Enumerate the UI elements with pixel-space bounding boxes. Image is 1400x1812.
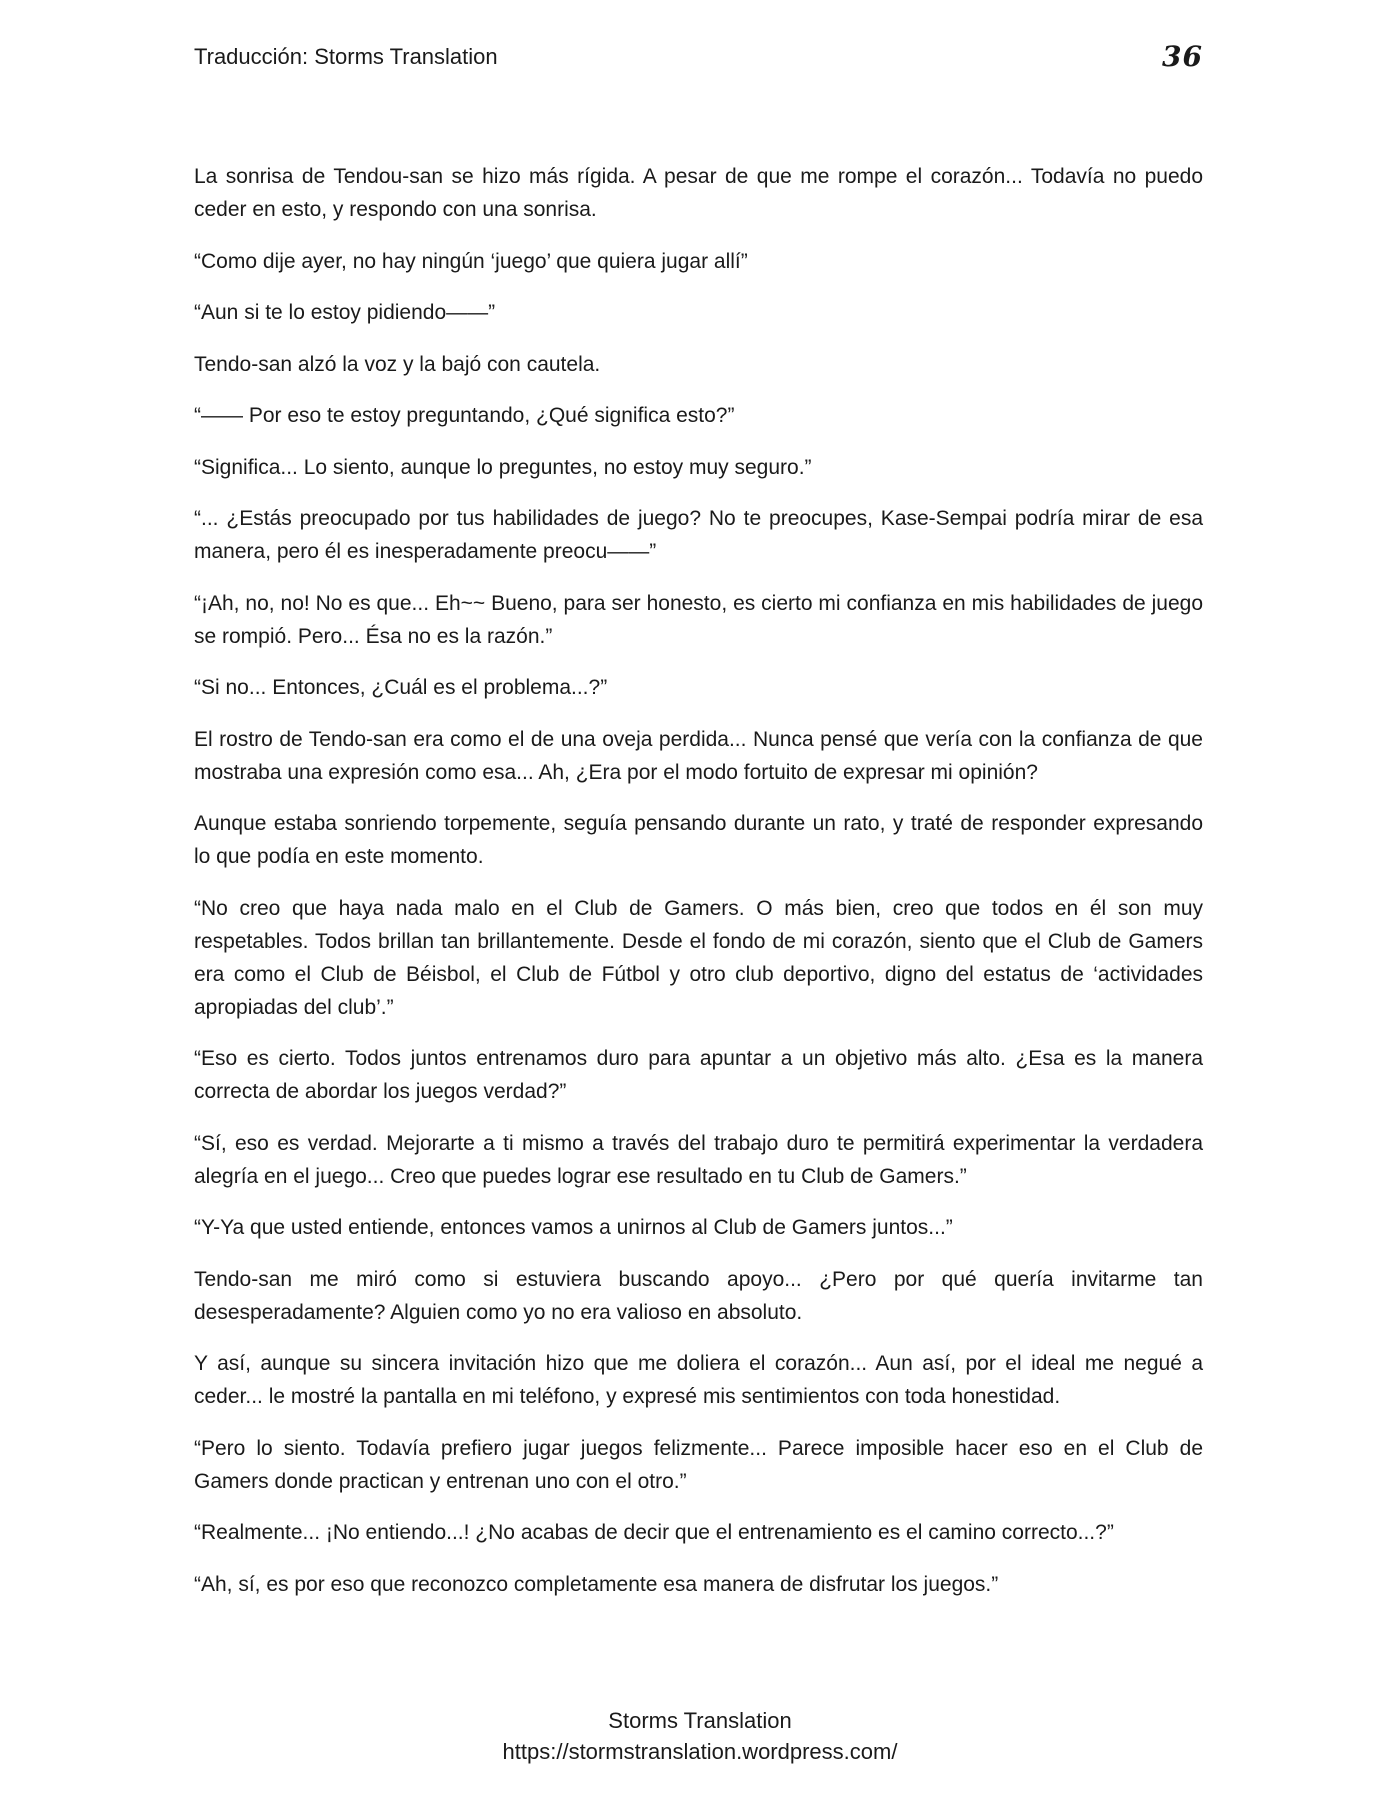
paragraph: “Si no... Entonces, ¿Cuál es el problema...?” <box>194 676 608 699</box>
paragraph: “—— Por eso te estoy preguntando, ¿Qué significa esto?” <box>194 404 735 427</box>
paragraph: “Significa... Lo siento, aunque lo preguntes, no estoy muy seguro.” <box>194 455 812 479</box>
paragraph: “Realmente... ¡No entiendo...! ¿No acabas de decir que el entrenamiento es el camino correcto...?” <box>194 1521 1114 1544</box>
paragraph: Aunque estaba sonriendo torpemente, seguía pensando durante un rato, y traté de responder expresando lo que podía en este momento. <box>194 812 1203 868</box>
header-title: Traducción: Storms Translation <box>194 44 498 69</box>
page-number: 36 <box>1162 40 1203 73</box>
paragraph: Y así, aunque su sincera invitación hizo que me doliera el corazón... Aun así, por el ideal me negué a ceder... le mostré la pantalla en mi teléfono, y expresé mis sentimientos con toda honestidad. <box>194 1352 1203 1408</box>
paragraph: “Ah, sí, es por eso que reconozco completamente esa manera de disfrutar los juegos.” <box>194 1572 999 1596</box>
paragraph: “Sí, eso es verdad. Mejorarte a ti mismo a través del trabajo duro te permitirá experimentar la verdadera alegría en el juego... Creo que puedes lograr ese resultado en tu Club de Gamers.” <box>194 1131 1203 1188</box>
footer-name: Storms Translation <box>608 1708 792 1733</box>
paragraph: Tendo-san me miró como si estuviera buscando apoyo... ¿Pero por qué quería invitarme tan desesperadamente? Alguien como yo no era valioso en absoluto. <box>194 1267 1203 1324</box>
paragraph: “Pero lo siento. Todavía prefiero jugar juegos felizmente... Parece imposible hacer eso en el Club de Gamers donde practican y entrenan uno con el otro.” <box>194 1436 1203 1493</box>
paragraph: “Y-Ya que usted entiende, entonces vamos a unirnos al Club de Gamers juntos...” <box>194 1216 953 1239</box>
paragraph: “Eso es cierto. Todos juntos entrenamos duro para apuntar a un objetivo más alto. ¿Esa es la manera correcta de abordar los juegos verdad?” <box>194 1047 1203 1103</box>
paragraph: “¡Ah, no, no! No es que... Eh~~ Bueno, para ser honesto, es cierto mi confianza en mis habilidades de juego se rompió. Pero... Ésa no es la razón.” <box>194 591 1203 648</box>
paragraph: La sonrisa de Tendou-san se hizo más rígida. A pesar de que me rompe el corazón... Todavía no puedo ceder en esto, y respondo con una sonrisa. <box>194 165 1203 221</box>
paragraph: “No creo que haya nada malo en el Club de Gamers. O más bien, creo que todos en él son muy respetables. Todos brillan tan brillantemente. Desde el fondo de mi corazón, siento que el Club de Gamers era como el Club de Béisbol, el Club de Fútbol y otro club deportivo, digno del estatus de ‘actividades apropiadas del club’.” <box>194 896 1203 1019</box>
paragraph: “Como dije ayer, no hay ningún ‘juego’ que quiera jugar allí” <box>194 249 748 273</box>
page-header <box>194 40 1203 76</box>
paragraph: “... ¿Estás preocupado por tus habilidades de juego? No te preocupes, Kase-Sempai podría mirar de esa manera, pero él es inesperadamente preocu——” <box>194 507 1203 563</box>
footer-url: https://stormstranslation.wordpress.com/ <box>502 1739 898 1764</box>
paragraph: Tendo-san alzó la voz y la bajó con cautela. <box>194 352 601 376</box>
paragraph: “Aun si te lo estoy pidiendo——” <box>194 301 496 324</box>
body-text <box>194 160 1203 1619</box>
page-footer <box>0 1705 1400 1767</box>
paragraph: El rostro de Tendo-san era como el de una oveja perdida... Nunca pensé que vería con la confianza de que mostraba una expresión como esa... Ah, ¿Era por el modo fortuito de expresar mi opinión? <box>194 727 1203 784</box>
